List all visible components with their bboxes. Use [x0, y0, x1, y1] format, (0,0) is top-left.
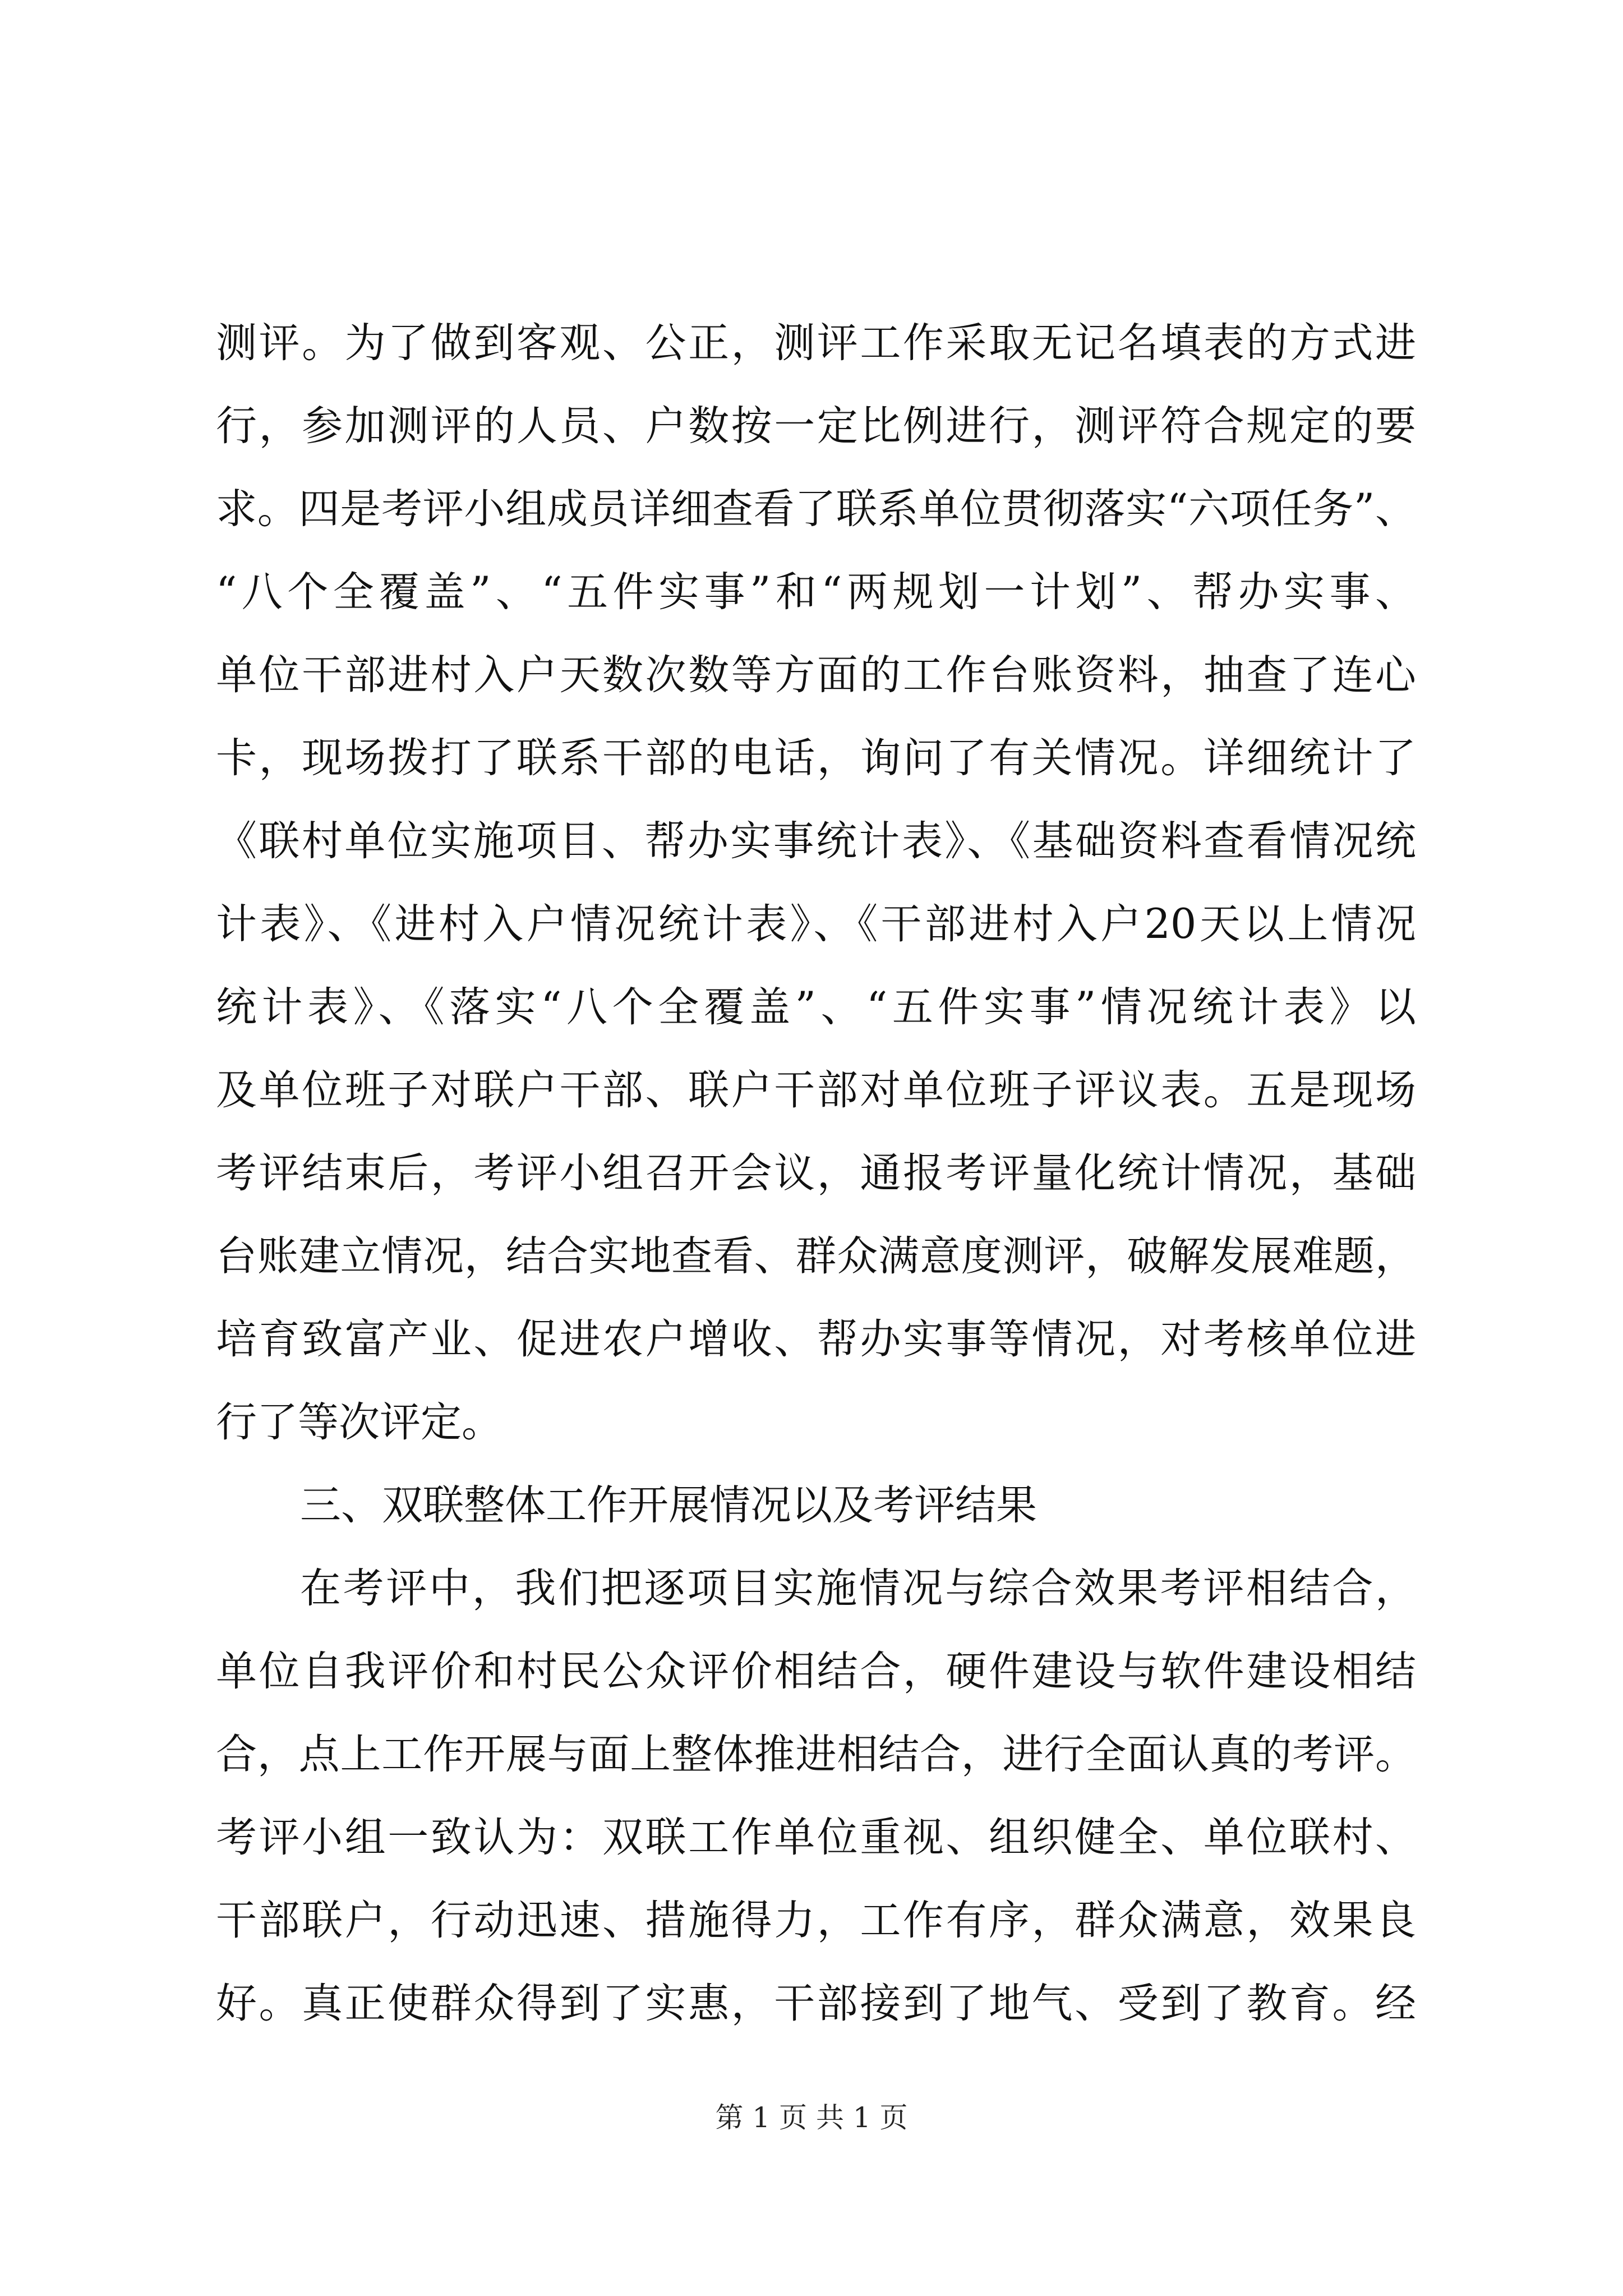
text-line: 好。真正使群众得到了实惠，干部接到了地气、受到了教育。经 [216, 1980, 1416, 2027]
text-line: 单位干部进村入户天数次数等方面的工作台账资料，抽查了连心 [216, 651, 1416, 699]
text-line: 求。四是考评小组成员详细查看了联系单位贯彻落实“六项任务”、 [216, 485, 1416, 533]
text-line: 合，点上工作开展与面上整体推进相结合，进行全面认真的考评。 [216, 1731, 1416, 1778]
text-line: 干部联户，行动迅速、措施得力，工作有序，群众满意，效果良 [216, 1897, 1416, 1944]
text-line: 单位自我评价和村民公众评价相结合，硬件建设与软件建设相结 [216, 1648, 1416, 1695]
text-line: 台账建立情况，结合实地查看、群众满意度测评，破解发展难题， [216, 1232, 1416, 1280]
text-line: 考评结束后，考评小组召开会议，通报考评量化统计情况，基础 [216, 1149, 1416, 1197]
text-line: 《联村单位实施项目、帮办实事统计表》、《基础资料查看情况统 [216, 817, 1416, 865]
text-line: “八个全覆盖”、“五件实事”和“两规划一计划”、帮办实事、 [216, 568, 1416, 616]
text-line: 行了等次评定。 [216, 1398, 502, 1446]
text-line: 卡，现场拨打了联系干部的电话，询问了有关情况。详细统计了 [216, 734, 1416, 782]
body-text [216, 302, 1416, 2045]
text-line: 行，参加测评的人员、户数按一定比例进行，测评符合规定的要 [216, 402, 1416, 450]
section-heading: 三、双联整体工作开展情况以及考评结果 [300, 1481, 1037, 1529]
text-line: 在考评中，我们把逐项目实施情况与综合效果考评相结合， [300, 1565, 1416, 1612]
text-line: 统计表》、《落实“八个全覆盖”、“五件实事”情况统计表》以 [216, 983, 1416, 1031]
text-line: 及单位班子对联户干部、联户干部对单位班子评议表。五是现场 [216, 1066, 1416, 1114]
text-line: 测评。为了做到客观、公正，测评工作采取无记名填表的方式进 [216, 319, 1416, 367]
text-line: 计表》、《进村入户情况统计表》、《干部进村入户20天以上情况 [216, 900, 1416, 948]
page-footer: 第 1 页 共 1 页 [715, 2101, 908, 2134]
text-line: 培育致富产业、促进农户增收、帮办实事等情况，对考核单位进 [216, 1315, 1416, 1363]
text-line: 考评小组一致认为：双联工作单位重视、组织健全、单位联村、 [216, 1814, 1416, 1861]
